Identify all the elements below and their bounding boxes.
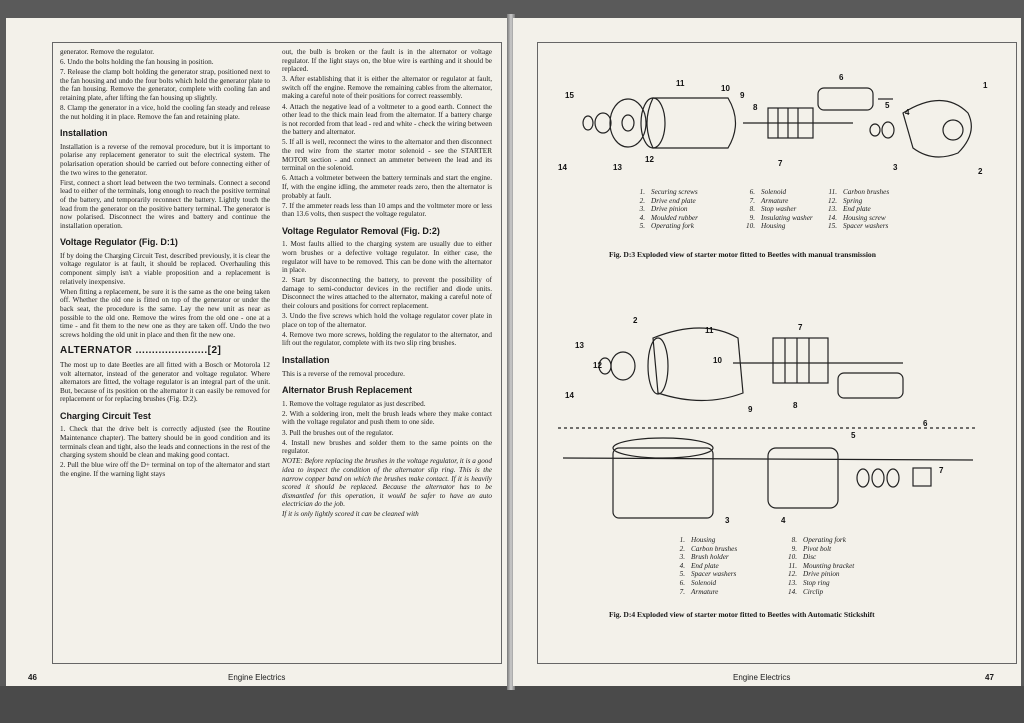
part-number: 4.: [679, 561, 685, 570]
part-number: 6.: [749, 188, 755, 196]
part-name: Armature: [761, 196, 789, 205]
svg-text:3: 3: [893, 163, 898, 172]
part-name: Housing screw: [843, 213, 886, 222]
paragraph: 2. Pull the blue wire off the D+ terminal on top of the alternator and start the engine. If the warning light stays: [60, 461, 270, 478]
parts-list-fig3-a: [633, 188, 751, 231]
svg-text:4: 4: [905, 108, 910, 117]
paragraph: 4. Install new brushes and solder them to the same points on the regulator.: [282, 438, 492, 456]
svg-text:1: 1: [983, 81, 988, 90]
svg-text:6: 6: [839, 73, 844, 82]
paragraph: 1. Most faults allied to the charging system are usually due to either worn brushes or a defective voltage regulator. In either case, the regulator will have to be removed. This can be done with the alternator in place.: [282, 240, 492, 275]
parts-list-item: [673, 579, 791, 588]
svg-text:10: 10: [721, 84, 730, 93]
svg-text:10: 10: [713, 356, 722, 365]
part-name: Circlip: [803, 587, 824, 596]
background-strip: [0, 686, 1024, 723]
paragraph: 1. Remove the voltage regulator as just described.: [282, 399, 426, 408]
svg-text:7: 7: [798, 323, 803, 332]
part-name: Moulded rubber: [651, 213, 698, 222]
part-name: Housing: [761, 222, 786, 231]
svg-text:14: 14: [558, 163, 567, 172]
starter-motor-automatic-diagram: [553, 308, 993, 528]
starter-motor-manual-diagram: [553, 58, 1003, 178]
part-number: 7.: [679, 587, 685, 596]
svg-text:9: 9: [740, 91, 745, 100]
paragraph: 3. Undo the five screws which hold the voltage regulator cover plate in place on top of the alternator.: [282, 312, 492, 329]
parts-list-fig4-a: [673, 536, 791, 596]
section-heading: Installation: [60, 128, 108, 139]
parts-list-item: [673, 570, 791, 579]
part-name: Brush holder: [691, 553, 729, 562]
part-number: 14.: [828, 213, 837, 222]
parts-list-item: [673, 562, 791, 571]
paragraph: 2. With a soldering iron, melt the brush leads where they make contact with the voltage regulator and push them to one side.: [282, 409, 492, 427]
paragraph: First, connect a short lead between the two terminals. Connect a second lead to either of the terminals, long enough to reach the positive terminal of the battery, and temporarily reconnect the battery. Lightly touch the lead from the generator on the positive battery terminal. The generator is now polarised. Disconnect the wires and battery and continue the installation operation.: [60, 178, 270, 230]
text-column-2: [282, 48, 492, 521]
paragraph: The most up to date Beetles are all fitted with a Bosch or Motorola 12 volt alternator, instead of the generator and voltage regulator. Where alternators are fitted, the voltage regulator is an integral part of the unit. But, because of its position on the alternator it can easily be removed for replacement or for replacing brushes (Fig. D:2).: [60, 360, 270, 404]
paragraph: out, the bulb is broken or the fault is in the alternator or voltage regulator. If the light stays on, the blue wire is earthing and it should be replaced.: [282, 48, 492, 74]
svg-text:13: 13: [575, 341, 584, 350]
part-number: 3.: [679, 553, 685, 562]
part-number: 15.: [828, 222, 837, 231]
part-number: 4.: [639, 213, 645, 222]
part-number: 2.: [639, 196, 645, 205]
parts-list-item: [673, 588, 791, 597]
svg-text:8: 8: [793, 401, 798, 410]
svg-text:5: 5: [885, 101, 890, 110]
paragraph: 3. After establishing that it is either the alternator or regulator at fault, switch off the engine. Remove the remaining cables from the alternator, making a careful note of their positions for correct reassembly.: [282, 75, 492, 101]
svg-text:3: 3: [725, 516, 730, 525]
part-name: Solenoid: [761, 188, 787, 196]
paragraph: 2. Start by disconnecting the battery, to prevent the possibility of damage to semi-conductor devices in the rectifier and diode units. Disconnect the wires attached to the alternator, making a careful note of their colours and positions for correct replacement.: [282, 276, 492, 311]
left-page: [6, 18, 509, 686]
section-heading: Alternator Brush Replacement: [282, 385, 413, 396]
parts-list-item: [825, 214, 943, 223]
parts-list-item: [825, 197, 943, 206]
svg-text:12: 12: [593, 361, 602, 370]
part-name: Drive pinion: [803, 570, 840, 579]
part-name: Operating fork: [803, 536, 846, 544]
part-name: End plate: [843, 205, 871, 214]
paragraph: 6. Undo the bolts holding the fan housing in position.: [60, 58, 214, 67]
part-number: 8.: [749, 205, 755, 214]
paragraph: NOTE: Before replacing the brushes in the voltage regulator, it is a good idea to inspect the condition of the alternator slip ring. This is the narrow copper band on which the brushes make contact. If it is heavily scored it should be replaced. Because the alternator has to be dismantled for this operation, it would be safer to have an auto electrician do the job.: [282, 457, 492, 509]
part-name: Housing: [691, 536, 716, 544]
section-heading: Charging Circuit Test: [60, 410, 151, 421]
part-name: Spring: [843, 196, 863, 205]
part-number: 7.: [749, 196, 755, 205]
parts-list-item: [633, 214, 751, 223]
paragraph: 7. Release the clamp bolt holding the generator strap, positioned next to the fan housing and undo the four bolts which hold the generator plate to the fan housing. Remove the generator, complete with cooling fan and retaining plate, after lifting the fan housing up slightly.: [60, 68, 270, 102]
svg-text:8: 8: [753, 103, 758, 112]
part-number: 10.: [788, 553, 797, 562]
paragraph: If by doing the Charging Circuit Test, described previously, it is clear the voltage regulator is at fault, it should be replaced. Overhauling this component simply isn't a viable proposition and a replacement is relatively inexpensive.: [60, 251, 270, 286]
paragraph: 1. Check that the drive belt is correctly adjusted (see the Routine Maintenance chapter). The battery should be in good condition and its terminals clean and tight, also the leads and connections in the rest of the charging system should be clean and making good contact.: [60, 425, 270, 460]
section-heading: Installation: [282, 355, 330, 365]
part-name: Insulating washer: [761, 213, 813, 222]
parts-list-item: [673, 553, 791, 562]
part-name: Carbon brushes: [691, 544, 738, 553]
paragraph: 4. Remove two more screws, holding the regulator to the alternator, and lift out the regulator, complete with its two slip ring brushes.: [282, 330, 492, 348]
parts-list-item: [785, 588, 903, 597]
part-name: Carbon brushes: [843, 188, 890, 196]
parts-list-item: [633, 188, 751, 197]
part-number: 9.: [749, 213, 755, 222]
parts-list-item: [785, 536, 903, 545]
svg-text:13: 13: [613, 163, 622, 172]
part-number: 11.: [828, 188, 837, 196]
part-name: End plate: [691, 561, 719, 570]
part-number: 8.: [791, 536, 797, 544]
part-name: Drive end plate: [651, 196, 696, 205]
paragraph: 4. Attach the negative lead of a voltmeter to a good earth. Connect the other lead to the thick main lead from the alternator. If a battery charge is not recorded from that lead - red and white - check the wiring between the battery and alternator.: [282, 102, 492, 137]
text-column-1: [60, 48, 270, 480]
svg-text:12: 12: [645, 155, 654, 164]
part-number: 10.: [746, 222, 755, 231]
part-number: 13.: [828, 205, 837, 214]
part-name: Solenoid: [691, 578, 717, 587]
part-number: 6.: [679, 578, 685, 587]
svg-text:6: 6: [923, 419, 928, 428]
page-number: 46: [28, 673, 37, 682]
paragraph: 7. If the ammeter reads less than 10 amps and the voltmeter more or less than 13.6 volts, then suspect the voltage regulator.: [282, 201, 492, 219]
paragraph: 3. Pull the brushes out of the regulator.: [282, 428, 394, 437]
parts-list-item: [633, 205, 751, 214]
parts-list-item: [785, 545, 903, 554]
parts-list-item: [633, 197, 751, 206]
svg-text:2: 2: [633, 316, 638, 325]
svg-text:2: 2: [978, 167, 983, 176]
paragraph: Installation is a reverse of the removal procedure, but it is important to polarise any replacement generator to suit the electrical system. The polarisation operation should be carried out before connecting either of the two wires to the generator.: [60, 142, 270, 177]
part-number: 2.: [679, 544, 685, 553]
svg-text:7: 7: [778, 159, 783, 168]
paragraph: This is a reverse of the removal procedure.: [282, 369, 405, 378]
page-footer: Engine Electrics: [228, 673, 286, 682]
part-number: 9.: [791, 544, 797, 553]
parts-list-item: [673, 545, 791, 554]
svg-text:9: 9: [748, 405, 753, 414]
part-name: Disc: [803, 553, 817, 562]
parts-list-item: [825, 205, 943, 214]
part-name: Pivot bolt: [803, 544, 832, 553]
page-footer: Engine Electrics: [733, 673, 791, 682]
parts-list-fig3-c: [825, 188, 943, 231]
part-number: 14.: [788, 587, 797, 596]
svg-text:11: 11: [676, 79, 685, 88]
svg-text:15: 15: [565, 91, 574, 100]
parts-list-item: [785, 553, 903, 562]
part-name: Spacer washers: [691, 570, 737, 579]
part-number: 12.: [828, 196, 837, 205]
part-name: Spacer washers: [843, 222, 889, 231]
paragraph: 5. If all is well, reconnect the wires to the alternator and then disconnect the red wire from the starter motor solenoid - see the STARTER MOTOR section - and connect an ammeter between the lead and its terminal on the solenoid.: [282, 138, 492, 173]
part-number: 5.: [639, 222, 645, 231]
fig4-caption: Fig. D:4 Exploded view of starter motor fitted to Beetles with Automatic Stickshift: [609, 610, 875, 619]
part-name: Stop washer: [761, 205, 797, 214]
paragraph: 8. Clamp the generator in a vice, hold the cooling fan steady and release the nut holding it in place. Remove the fan and retaining plate.: [60, 104, 270, 121]
part-number: 1.: [679, 536, 685, 544]
parts-list-item: [633, 222, 751, 231]
parts-list-item: [673, 536, 791, 545]
part-number: 3.: [639, 205, 645, 214]
parts-list-fig4-b: [785, 536, 903, 596]
part-number: 13.: [788, 578, 797, 587]
fig3-caption: Fig. D:3 Exploded view of starter motor fitted to Beetles with manual transmission: [609, 250, 876, 259]
svg-text:5: 5: [851, 431, 856, 440]
part-name: Securing screws: [651, 188, 698, 196]
parts-list-item: [825, 188, 943, 197]
paragraph: generator. Remove the regulator.: [60, 48, 155, 56]
section-heading: Voltage Regulator Removal (Fig. D:2): [282, 225, 440, 236]
part-number: 12.: [788, 570, 797, 579]
part-name: Stop ring: [803, 578, 830, 587]
parts-list-item: [825, 222, 943, 231]
page-number: 47: [985, 673, 994, 682]
part-name: Operating fork: [651, 222, 694, 231]
svg-text:14: 14: [565, 391, 574, 400]
part-name: Drive pinion: [651, 205, 688, 214]
svg-text:11: 11: [705, 326, 714, 335]
part-number: 1.: [639, 188, 645, 196]
section-heading: Voltage Regulator (Fig. D:1): [60, 237, 178, 248]
parts-list-item: [785, 579, 903, 588]
svg-text:4: 4: [781, 516, 786, 525]
paragraph: If it is only lightly scored it can be cleaned with: [282, 510, 419, 519]
paragraph: 6. Attach a voltmeter between the battery terminals and start the engine. If, with the engine idling, the ammeter reads zero, then the alternator is probably at fault.: [282, 174, 492, 200]
part-name: Mounting bracket: [803, 561, 855, 570]
section-heading: ALTERNATOR ......................[2]: [60, 345, 222, 357]
part-number: 11.: [788, 561, 797, 570]
svg-text:7: 7: [939, 466, 944, 475]
paragraph: When fitting a replacement, be sure it is the same as the one being taken off. Whether the old one is fitted on top of the generator or under the back seat, the procedure is the same. Lay the new unit as near as possible to the old one. Remove the wires from the old one - one at a time - and fit them to the new one as they are taken off. Undo the two screws holding the old unit in place and then fit the new one.: [60, 287, 270, 339]
part-name: Armature: [691, 587, 719, 596]
right-page: [513, 18, 1021, 686]
part-number: 5.: [679, 570, 685, 579]
parts-list-item: [785, 570, 903, 579]
parts-list-item: [785, 562, 903, 571]
